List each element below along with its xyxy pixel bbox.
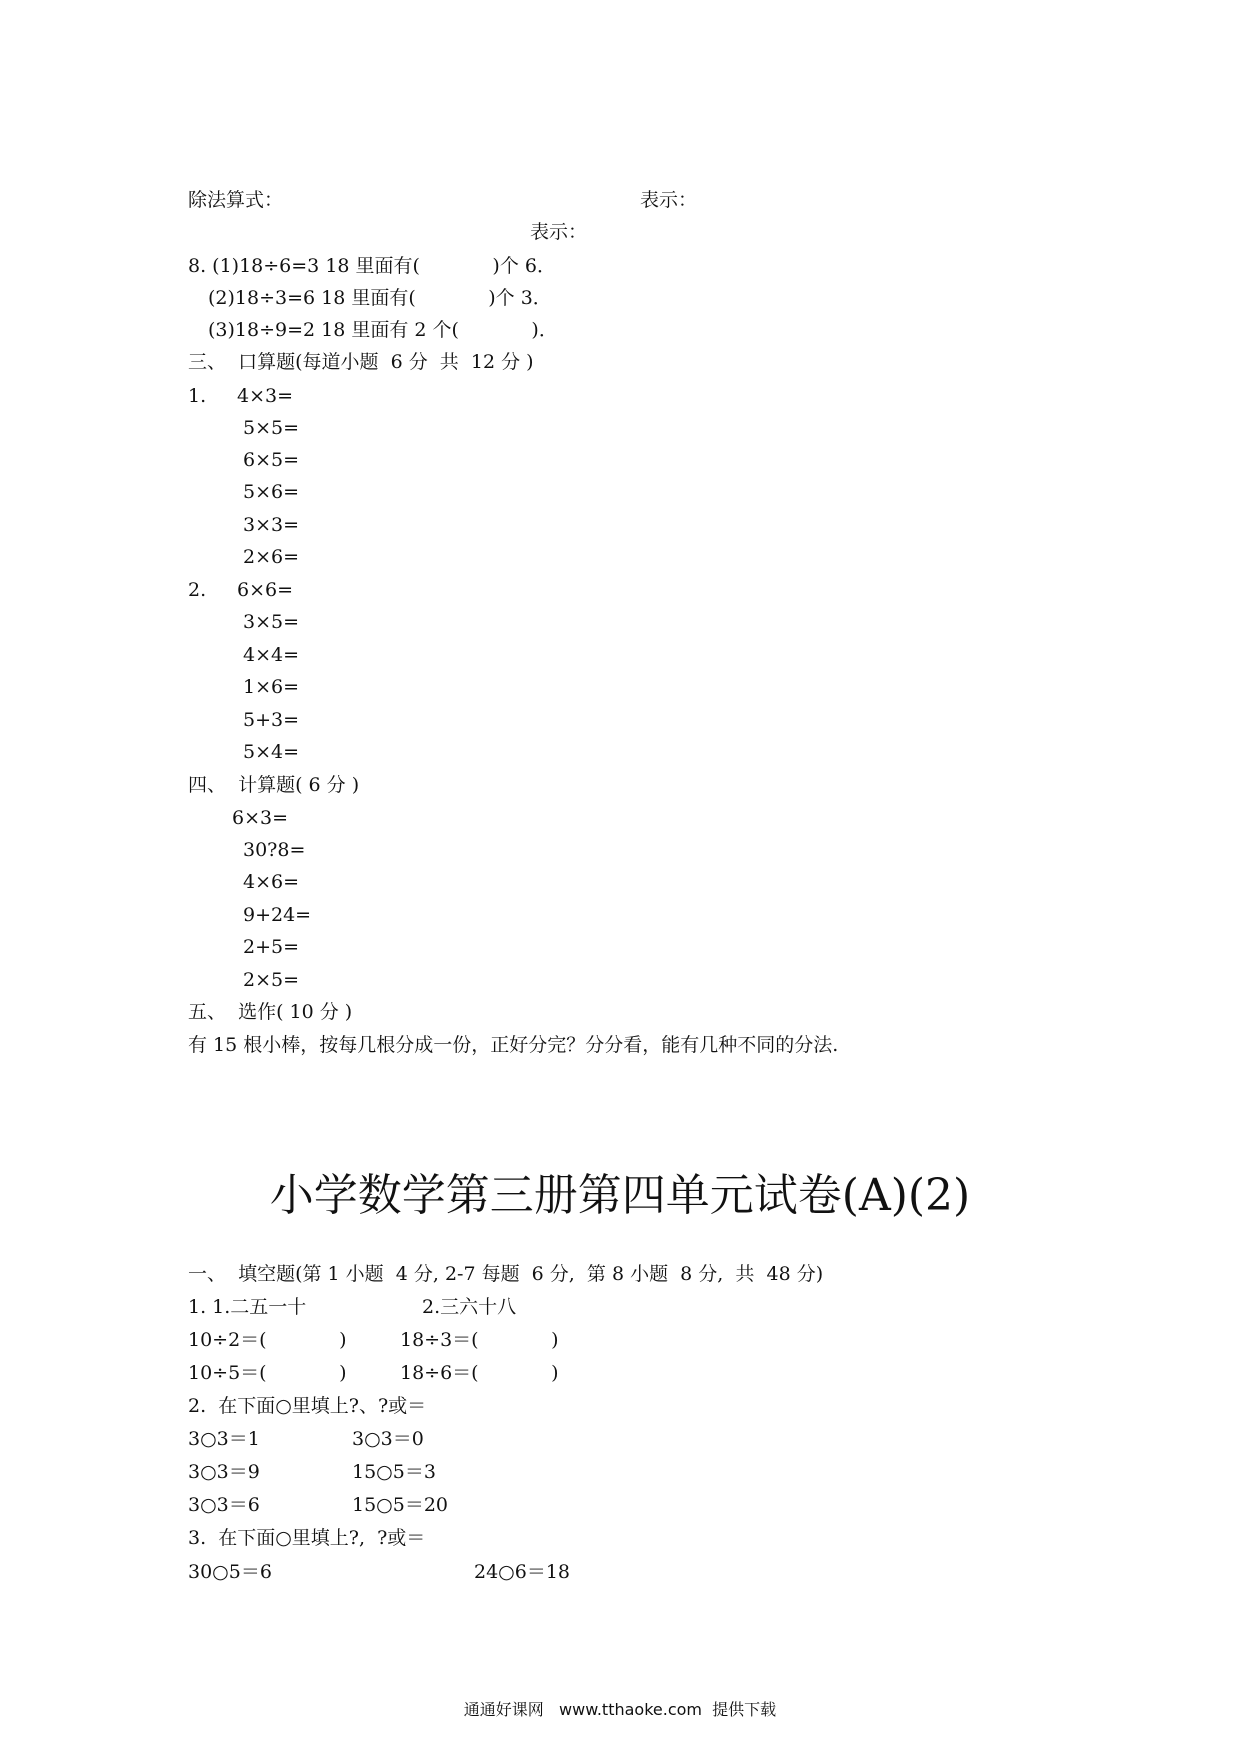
s3-q1-item: 2×6= [243, 546, 300, 568]
s4-item: 6×3= [232, 807, 289, 829]
s3-q2-item: 6×6= [237, 579, 294, 601]
p2-q1-row1-b: 18÷3＝( ) [400, 1329, 559, 1351]
s3-q2-item: 4×4= [243, 644, 300, 666]
p2-q2-r1-b: 3○3＝0 [352, 1428, 424, 1450]
p2-q2-r2-b: 15○5＝3 [352, 1461, 436, 1483]
p2-q1-row2-b: 18÷6＝( ) [400, 1362, 559, 1384]
p2-q2-r3-b: 15○5＝20 [352, 1494, 449, 1516]
p2-q1-line-b: 2.三六十八 [422, 1296, 517, 1318]
s3-q1-item: 4×3= [237, 385, 294, 407]
p2-q1-row2-a: 10÷5＝( ) [188, 1362, 347, 1384]
represent-label-right: 表示： [640, 189, 698, 211]
s3-q2-item: 1×6= [243, 676, 300, 698]
s4-item: 2+5= [243, 936, 300, 958]
s4-item: 30?8= [243, 839, 306, 861]
p2-q3-r1-a: 30○5＝6 [188, 1561, 272, 1583]
page-title: 小学数学第三册第四单元试卷(A)(2) [269, 1170, 971, 1221]
q8-line-2: (2)18÷3=6 18 里面有( )个 3． [208, 287, 552, 309]
s3-q1-item: 3×3= [243, 514, 300, 536]
p2-q3-r1-b: 24○6＝18 [474, 1561, 571, 1583]
section-3-heading: 三、 口算题(每道小题 6 分 共 12 分 ) [188, 351, 534, 373]
s3-q2-number: 2. [188, 579, 207, 601]
section-4-heading: 四、 计算题( 6 分 ) [188, 774, 360, 796]
s4-item: 9+24= [243, 904, 312, 926]
s3-q1-item: 5×5= [243, 417, 300, 439]
s3-q1-number: 1. [188, 385, 207, 407]
q8-line-3: (3)18÷9=2 18 里面有 2 个( )． [208, 319, 558, 341]
p2-q1-line-a: 1. 1.二五一十 [188, 1296, 307, 1318]
section-5-heading: 五、 选作( 10 分 ) [188, 1001, 353, 1023]
p2-q2-heading: 2. 在下面○里填上?、?或＝ [188, 1395, 427, 1417]
s4-item: 2×5= [243, 969, 300, 991]
section-5-text: 有 15 根小棒，按每几根分成一份，正好分完？分分看，能有几种不同的分法. [188, 1034, 839, 1056]
p2-q2-r3-a: 3○3＝6 [188, 1494, 260, 1516]
p2-q2-r1-a: 3○3＝1 [188, 1428, 260, 1450]
q8-line-1: 8. (1)18÷6=3 18 里面有( )个 6． [188, 255, 556, 277]
s3-q1-item: 5×6= [243, 481, 300, 503]
p2-q2-r2-a: 3○3＝9 [188, 1461, 260, 1483]
s3-q2-item: 3×5= [243, 611, 300, 633]
s4-item: 4×6= [243, 871, 300, 893]
p2-q3-heading: 3. 在下面○里填上?, ?或＝ [188, 1527, 426, 1549]
division-label: 除法算式： [188, 189, 284, 211]
footer-text: 通通好课网 www.tthaoke.com 提供下载 [463, 1700, 777, 1719]
s3-q1-item: 6×5= [243, 449, 300, 471]
p2-section-1-heading: 一、 填空题(第 1 小题 4 分, 2-7 每题 6 分, 第 8 小题 8 分, 共 48 分) [188, 1263, 824, 1285]
s3-q2-item: 5×4= [243, 741, 300, 763]
represent-label-center: 表示： [530, 221, 588, 243]
s3-q2-item: 5+3= [243, 709, 300, 731]
p2-q1-row1-a: 10÷2＝( ) [188, 1329, 347, 1351]
